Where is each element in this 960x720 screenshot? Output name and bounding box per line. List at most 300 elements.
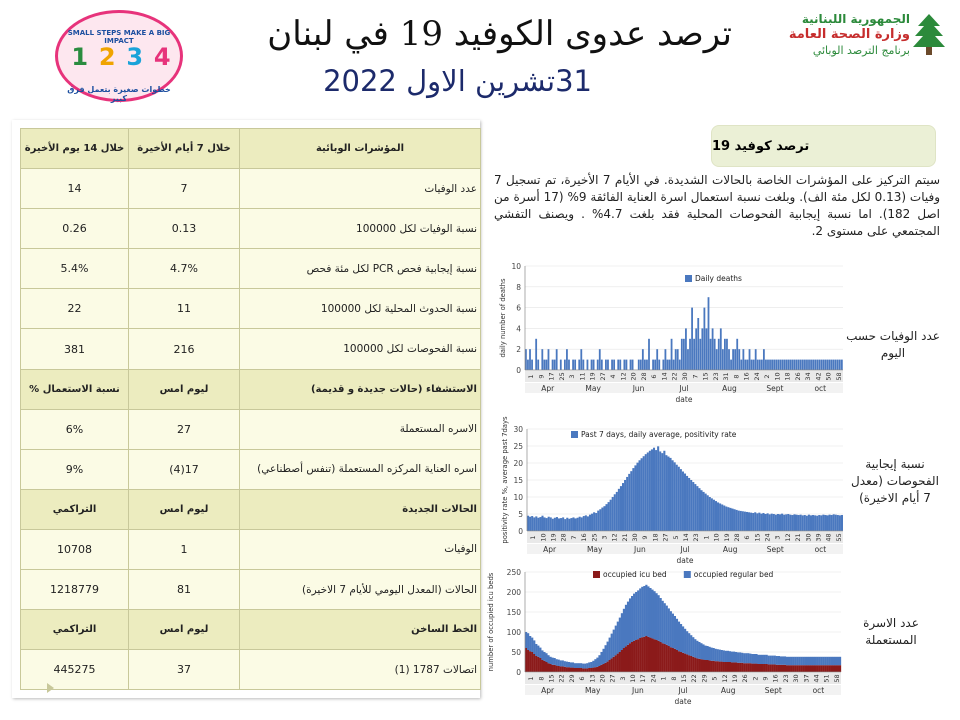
bar xyxy=(659,451,661,531)
bar-regular xyxy=(827,657,829,665)
table-cell-c3: الحالات الجديدة xyxy=(240,489,481,529)
bar-regular xyxy=(535,644,537,656)
day-tick-label: 16 xyxy=(580,533,589,542)
bar xyxy=(652,360,654,370)
bar xyxy=(587,516,589,531)
bar xyxy=(792,360,794,370)
bar xyxy=(678,467,680,531)
y-tick-label: 50 xyxy=(511,648,521,657)
bar-icu xyxy=(653,639,655,672)
cedar-icon xyxy=(912,12,946,56)
bar-icu xyxy=(543,661,545,672)
y-tick-label: 20 xyxy=(513,459,523,468)
bar xyxy=(771,514,773,531)
bar xyxy=(688,478,690,531)
bar xyxy=(568,360,570,370)
covid-surveillance-box: ترصد كوفيد 19 xyxy=(711,125,936,167)
bar-icu xyxy=(839,665,841,672)
bar-icu xyxy=(631,642,633,672)
day-tick-label: 7 xyxy=(569,535,578,540)
bar xyxy=(579,517,581,531)
bar-regular xyxy=(607,642,609,662)
bar xyxy=(605,504,607,531)
bar xyxy=(806,516,808,531)
bar xyxy=(793,514,795,531)
bar xyxy=(827,360,829,370)
bar xyxy=(583,516,585,531)
bar-icu xyxy=(647,637,649,672)
day-tick-label: 30 xyxy=(792,674,801,683)
bar-regular xyxy=(723,650,725,662)
bar xyxy=(610,500,612,531)
bar-icu xyxy=(574,668,576,672)
bar-regular xyxy=(715,649,717,661)
bar xyxy=(651,449,653,531)
bar xyxy=(763,349,765,370)
table-cell-c2: 0.13 xyxy=(129,209,240,249)
bar-regular xyxy=(833,657,835,665)
bar-icu xyxy=(621,650,623,672)
bar-icu xyxy=(545,662,547,672)
day-tick-label: 28 xyxy=(732,533,741,542)
table-row xyxy=(21,249,481,289)
bar xyxy=(647,452,649,531)
bar-regular xyxy=(772,656,774,665)
day-tick-label: 18 xyxy=(651,533,660,542)
bar-regular xyxy=(778,656,780,665)
bar xyxy=(566,349,568,370)
bar-regular xyxy=(625,605,627,647)
day-tick-label: 21 xyxy=(620,533,629,542)
bar-icu xyxy=(562,666,564,672)
day-tick-label: 15 xyxy=(680,674,688,683)
bar-icu xyxy=(670,647,672,672)
bar xyxy=(554,360,556,370)
y-axis-label: positivity rate %, average past 7days xyxy=(501,416,509,544)
table-cell-c1: 5.4% xyxy=(21,249,129,289)
bar-icu xyxy=(623,648,625,672)
bar-icu xyxy=(676,650,678,672)
bar-regular xyxy=(635,592,637,640)
bar-icu xyxy=(755,664,757,672)
bar xyxy=(716,349,718,370)
bar-regular xyxy=(580,663,582,668)
bar-icu xyxy=(729,662,731,672)
bar-icu xyxy=(790,665,792,672)
summary-text: سيتم التركيز على المؤشرات الخاصة بالحالات الشديدة. في الأيام 7 الأخيرة، تم تسجيل 7 وفيات (0.13 لكل مئة الف). وبلغت نسبة استعمال اسرة العناية الفائقة 9% (17 أسرة من اصل 182). اما نسبة إيجابية الفحوصات المحلية فقد بلغت 4.7% . ويصنف التفشي المجتمعي على مستوى 2. xyxy=(494,173,941,238)
bar xyxy=(756,513,758,531)
bar-regular xyxy=(741,653,743,663)
bar-icu xyxy=(651,638,653,672)
bar xyxy=(820,360,822,370)
table-cell-c3: عدد الوفيات xyxy=(240,169,481,209)
legend-label: Daily deaths xyxy=(695,274,742,283)
bar xyxy=(738,511,740,531)
day-tick-label: 12 xyxy=(619,372,628,381)
day-tick-label: 25 xyxy=(590,533,599,542)
bar xyxy=(669,360,671,370)
bar xyxy=(672,460,674,531)
day-tick-label: 24 xyxy=(752,372,761,381)
bar-icu xyxy=(759,664,761,672)
chart-occupied-beds xyxy=(481,562,845,704)
table-cell-c3: الخط الساخن xyxy=(240,610,481,650)
bar-regular xyxy=(810,657,812,665)
bar-icu xyxy=(627,645,629,672)
bar xyxy=(531,360,533,370)
bar xyxy=(589,515,591,531)
table-row xyxy=(21,209,481,249)
month-label: May xyxy=(584,686,601,695)
ministry-line2: وزارة الصحة العامة xyxy=(788,27,910,42)
bar-icu xyxy=(782,665,784,672)
day-tick-label: 30 xyxy=(804,533,813,542)
bar-icu xyxy=(721,662,723,672)
table-cell-c3: نسبة إيجابية فحص PCR لكل مئة فحص xyxy=(240,249,481,289)
table-cell-c3: اتصالات 1787 (1) xyxy=(240,650,481,690)
x-axis-label: date xyxy=(674,697,692,706)
bar-icu xyxy=(745,663,747,672)
day-tick-label: 30 xyxy=(631,533,640,542)
bar-icu xyxy=(662,643,664,672)
label-positivity: نسبة إيجابية الفحوصات (معدل 7 أيام الاخيرة) xyxy=(851,457,939,505)
bar-icu xyxy=(649,638,651,672)
bar xyxy=(753,360,755,370)
bar xyxy=(831,360,833,370)
bar xyxy=(798,360,800,370)
bar-icu xyxy=(602,664,604,672)
bar xyxy=(777,360,779,370)
bar xyxy=(787,514,789,531)
day-tick-label: 1 xyxy=(529,535,538,540)
bar xyxy=(679,360,681,370)
table-header-row xyxy=(21,369,481,409)
bar xyxy=(697,318,699,370)
legend-swatch xyxy=(684,571,691,578)
bar xyxy=(630,471,632,531)
bar xyxy=(698,488,700,531)
bar xyxy=(581,517,583,531)
bar-icu xyxy=(547,663,549,672)
bar xyxy=(636,463,638,531)
bar xyxy=(575,518,577,531)
bar-regular xyxy=(666,606,668,645)
bar xyxy=(785,514,787,531)
bar-regular xyxy=(668,608,670,646)
bar xyxy=(572,360,574,370)
table-cell-c2: ليوم امس xyxy=(129,489,240,529)
bar xyxy=(714,339,716,370)
day-tick-label: 20 xyxy=(629,372,638,381)
bar xyxy=(564,519,566,531)
campaign-digit-4: 4 xyxy=(153,43,171,71)
table-row xyxy=(21,409,481,449)
month-label: Jul xyxy=(680,545,690,554)
bar-regular xyxy=(572,662,574,667)
day-tick-label: 23 xyxy=(692,533,701,542)
table-cell-c1: 9% xyxy=(21,449,129,489)
day-tick-label: 29 xyxy=(567,674,576,683)
bar xyxy=(692,482,694,531)
bar-regular xyxy=(623,609,625,648)
bar xyxy=(798,515,800,531)
bar xyxy=(661,453,663,531)
table-header-row xyxy=(21,610,481,650)
day-tick-label: 1 xyxy=(527,374,536,379)
day-tick-label: 20 xyxy=(598,674,607,683)
bar xyxy=(611,360,613,370)
bar-icu xyxy=(776,665,778,672)
bar-icu xyxy=(731,662,733,672)
bar xyxy=(765,360,767,370)
bar xyxy=(818,360,820,370)
bar xyxy=(587,360,589,370)
bar xyxy=(663,451,665,531)
legend-swatch xyxy=(593,571,600,578)
ministry-logo xyxy=(760,12,910,72)
bar xyxy=(837,360,839,370)
y-tick-label: 6 xyxy=(516,303,521,313)
bar xyxy=(632,360,634,370)
bar xyxy=(556,349,558,370)
bar-regular xyxy=(696,641,698,659)
day-tick-label: 48 xyxy=(824,533,833,542)
bar xyxy=(624,480,626,531)
day-tick-label: 17 xyxy=(639,674,648,683)
table-cell-c3: الوفيات xyxy=(240,529,481,569)
day-tick-label: 26 xyxy=(793,372,802,381)
bar-icu xyxy=(637,639,639,672)
bar-regular xyxy=(533,640,535,654)
bar-icu xyxy=(660,642,662,672)
bar xyxy=(769,360,771,370)
bar-regular xyxy=(676,619,678,650)
bar-icu xyxy=(800,665,802,672)
bar-icu xyxy=(560,666,562,672)
bar-regular xyxy=(717,649,719,661)
y-axis-label: daily number of deaths xyxy=(499,278,507,358)
bar xyxy=(560,360,562,370)
bar xyxy=(677,349,679,370)
month-label: Apr xyxy=(541,686,555,695)
bar-icu xyxy=(690,656,692,672)
bar-icu xyxy=(812,665,814,672)
legend-label: occupied icu bed xyxy=(603,570,667,579)
bar xyxy=(622,483,624,531)
bar xyxy=(690,480,692,531)
table-cell-c2: 37 xyxy=(129,650,240,690)
bar-icu xyxy=(633,641,635,672)
day-tick-label: 3 xyxy=(600,535,609,540)
day-tick-label: 6 xyxy=(650,374,659,379)
bar-regular xyxy=(619,618,621,652)
bar-icu xyxy=(817,665,819,672)
bar-regular xyxy=(819,657,821,665)
bar-icu xyxy=(537,657,539,672)
bar-regular xyxy=(749,654,751,664)
bar xyxy=(642,349,644,370)
bar-regular xyxy=(578,663,580,668)
bar-icu xyxy=(594,667,596,672)
bar xyxy=(740,360,742,370)
bar xyxy=(529,349,531,370)
bar-regular xyxy=(837,657,839,665)
bar-regular xyxy=(835,657,837,665)
bar xyxy=(831,515,833,531)
bar xyxy=(689,339,691,370)
bar-icu xyxy=(664,644,666,672)
bar-icu xyxy=(717,661,719,672)
y-tick-label: 10 xyxy=(513,493,523,502)
bar-regular xyxy=(784,656,786,664)
bar-icu xyxy=(739,663,741,672)
bar-regular xyxy=(823,657,825,665)
indicators-table xyxy=(20,128,481,690)
bar xyxy=(591,514,593,531)
day-tick-label: 3 xyxy=(568,374,577,379)
bar xyxy=(670,458,672,531)
bar xyxy=(566,518,568,531)
y-tick-label: 4 xyxy=(516,324,521,334)
bar xyxy=(820,515,822,531)
bar xyxy=(558,518,560,531)
bar xyxy=(612,497,614,531)
bar-icu xyxy=(753,664,755,672)
bar-regular xyxy=(609,638,611,660)
bar-icu xyxy=(580,668,582,672)
bar xyxy=(708,297,710,370)
day-tick-label: 25 xyxy=(557,372,566,381)
bar xyxy=(777,514,779,531)
bar-icu xyxy=(658,641,660,672)
bar xyxy=(841,515,843,531)
bar xyxy=(687,349,689,370)
bar xyxy=(713,500,715,531)
bar-icu xyxy=(723,662,725,672)
bar-icu xyxy=(680,652,682,672)
bar-regular xyxy=(547,655,549,663)
bar xyxy=(673,360,675,370)
day-tick-label: 13 xyxy=(588,674,597,683)
bar xyxy=(818,515,820,531)
bar-regular xyxy=(621,613,623,650)
table-cell-c3: نسبة الحدوث المحلية لكل 100000 xyxy=(240,289,481,329)
bar-regular xyxy=(564,661,566,667)
bar xyxy=(822,515,824,531)
bar xyxy=(645,454,647,531)
bar-icu xyxy=(568,667,570,672)
bar-icu xyxy=(678,651,680,672)
day-tick-label: 29 xyxy=(700,674,709,683)
day-tick-label: 39 xyxy=(814,533,823,542)
month-label: Apr xyxy=(543,545,557,554)
bar xyxy=(671,339,673,370)
table-cell-c1: 445275 xyxy=(21,650,129,690)
table-cell-c3: الاسره المستعملة xyxy=(240,409,481,449)
bar-icu xyxy=(686,654,688,672)
bar-regular xyxy=(655,593,657,640)
bar xyxy=(760,514,762,531)
bar xyxy=(730,360,732,370)
bar xyxy=(783,515,785,531)
bar xyxy=(619,360,621,370)
bar xyxy=(634,465,636,531)
bar-regular xyxy=(792,657,794,665)
bar-regular xyxy=(543,652,545,661)
day-tick-label: 15 xyxy=(701,372,710,381)
bar-icu xyxy=(788,665,790,672)
bar-icu xyxy=(527,650,529,672)
bar xyxy=(632,468,634,531)
bar-icu xyxy=(682,653,684,672)
y-tick-label: 10 xyxy=(511,262,521,271)
bar xyxy=(738,349,740,370)
bar xyxy=(806,360,808,370)
bar xyxy=(750,513,752,531)
bar-regular xyxy=(686,631,688,654)
bar-regular xyxy=(713,648,715,661)
bar xyxy=(541,516,543,531)
table-header-row xyxy=(21,129,481,169)
bar xyxy=(683,339,685,370)
table-cell-c3: المؤشرات الوبائية xyxy=(240,129,481,169)
bar-icu xyxy=(617,654,619,672)
bar xyxy=(725,507,727,531)
bar xyxy=(829,360,831,370)
bar-regular xyxy=(662,601,664,643)
bar xyxy=(769,514,771,531)
bar xyxy=(804,360,806,370)
bar-icu xyxy=(772,664,774,672)
day-tick-label: 24 xyxy=(763,533,772,542)
bar xyxy=(599,349,601,370)
bar xyxy=(699,339,701,370)
bar xyxy=(695,328,697,370)
day-tick-label: 51 xyxy=(822,674,831,683)
bar xyxy=(654,360,656,370)
y-tick-label: 30 xyxy=(513,425,523,434)
bar xyxy=(550,517,552,531)
bar-regular xyxy=(633,594,635,641)
bar-icu xyxy=(796,665,798,672)
bar-regular xyxy=(674,616,676,649)
table-cell-c1: التراكمي xyxy=(21,610,129,650)
bar xyxy=(694,484,696,531)
bar xyxy=(656,349,658,370)
bar-regular xyxy=(554,658,556,665)
bar-icu xyxy=(831,665,833,672)
bar-icu xyxy=(737,663,739,672)
table-cell-c1: خلال 14 يوم الأخيرة xyxy=(21,129,129,169)
bar xyxy=(591,360,593,370)
table-cell-c2: 1 xyxy=(129,529,240,569)
bar-icu xyxy=(629,643,631,672)
bar-regular xyxy=(556,659,558,665)
day-tick-label: 26 xyxy=(741,674,750,683)
bar xyxy=(674,462,676,531)
bar-icu xyxy=(639,638,641,672)
bar-icu xyxy=(806,665,808,672)
bar xyxy=(643,456,645,531)
bar xyxy=(533,517,535,531)
day-tick-label: 24 xyxy=(649,674,658,683)
bar-regular xyxy=(590,662,592,668)
bar-icu xyxy=(541,660,543,672)
bar xyxy=(722,349,724,370)
bar xyxy=(755,349,757,370)
day-tick-label: 19 xyxy=(722,533,731,542)
bar xyxy=(649,451,651,531)
